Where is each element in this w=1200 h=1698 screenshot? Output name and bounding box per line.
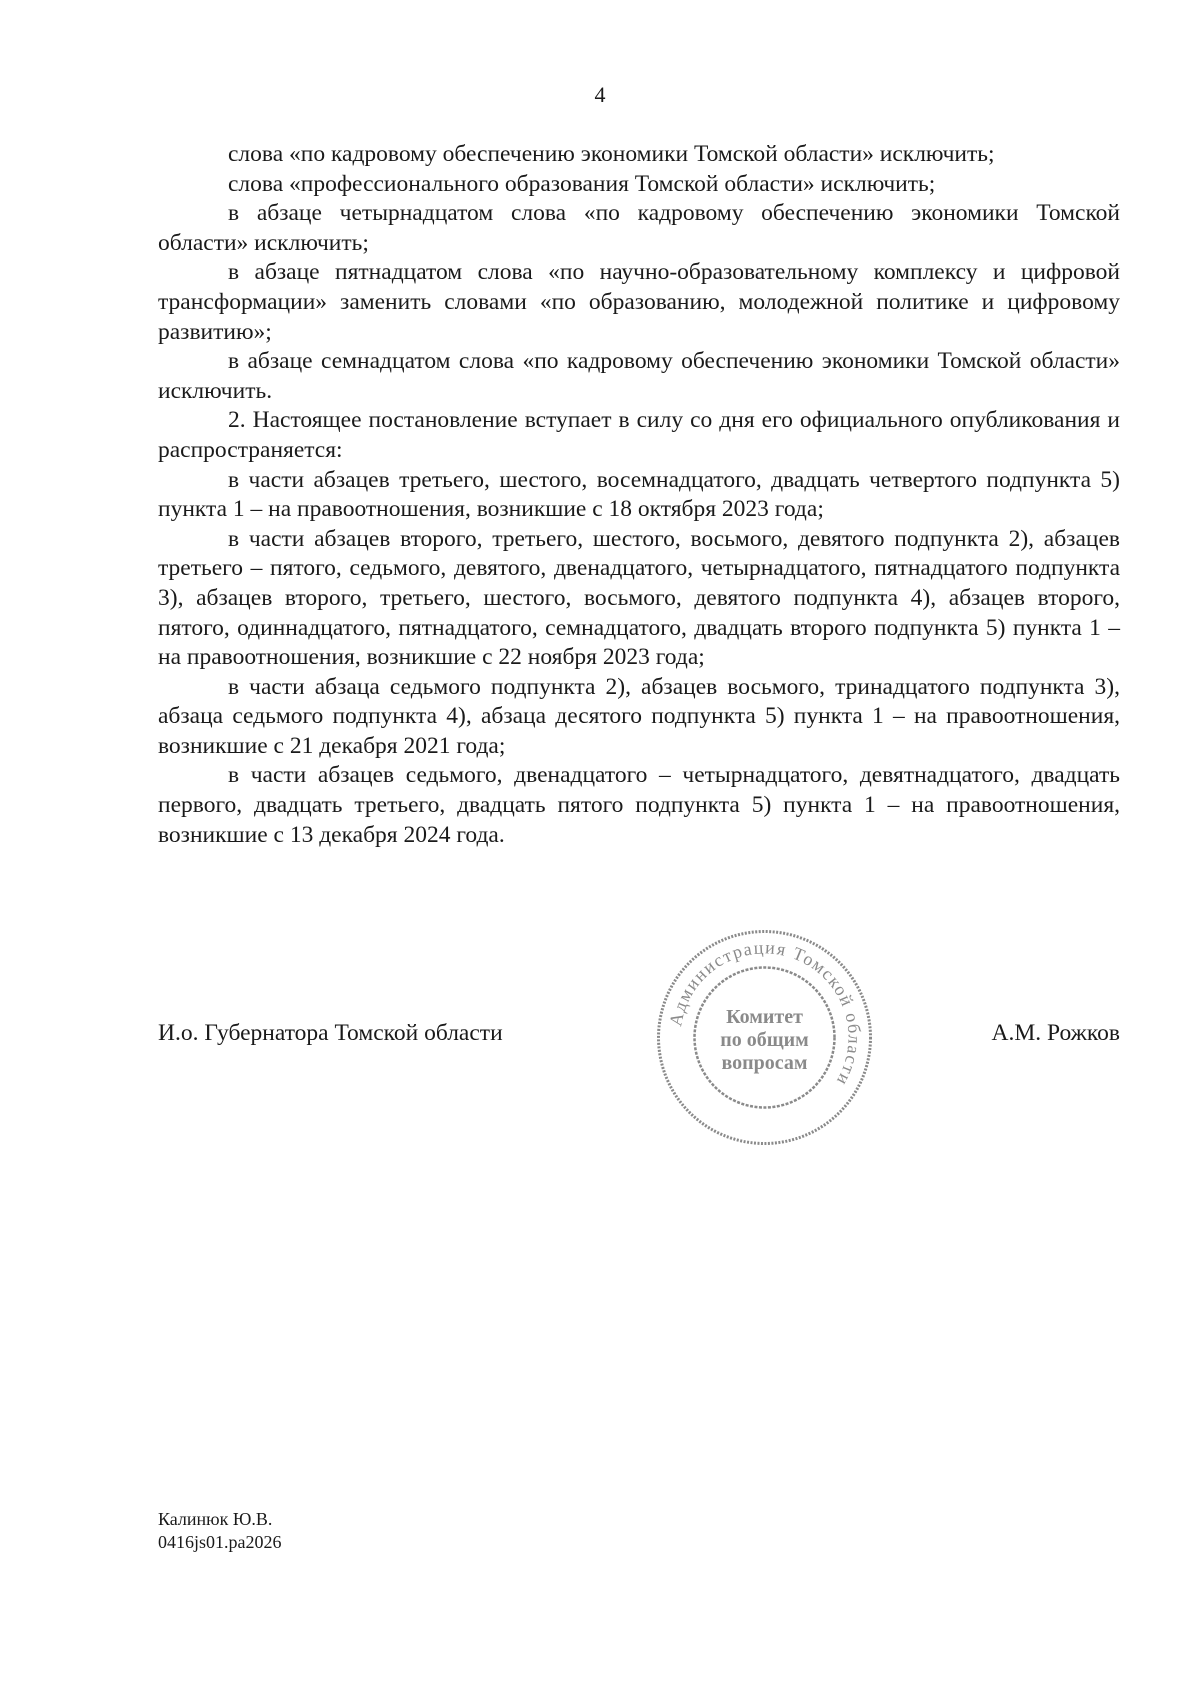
document-code: 0416js01.ра2026 [158,1532,282,1552]
paragraph: 2. Настоящее постановление вступает в силу со дня его официального опубликования и распространяется: [158,407,1120,463]
signatory-position: И.о. Губернатора Томской области [158,1020,503,1046]
stamp-line-1: Комитет [726,1006,803,1028]
footer [158,1508,282,1554]
signatory-name: А.М. Рожков [991,1020,1120,1046]
paragraph: в абзаце семнадцатом слова «по кадровому обеспечению экономики Томской области» исключить. [158,348,1120,404]
page-number: 4 [594,82,606,107]
document-body [158,140,1120,850]
official-stamp [652,925,877,1150]
paragraph: слова «по кадровому обеспечению экономики Томской области» исключить; [228,141,995,167]
paragraph: в абзаце четырнадцатом слова «по кадровому обеспечению экономики Томской области» исключить; [158,200,1120,256]
paragraph: в части абзацев второго, третьего, шестого, восьмого, девятого подпункта 2), абзацев третьего – пятого, седьмого, девятого, двенадцатого, четырнадцатого, пятнадцатого подпункта 3), абзацев второго, третьего, шестого, восьмого, девятого подпункта 4), абзацев второго, пятого, одиннадцатого, пятнадцатого, семнадцатого, двадцать второго подпункта 5) пункта 1 – на правоотношения, возникшие с 22 ноября 2023 года; [158,525,1120,671]
stamp-outer-text: Администрация Томской области [665,937,865,1090]
paragraph: в части абзаца седьмого подпункта 2), абзацев восьмого, тринадцатого подпункта 3), абзаца седьмого подпункта 4), абзаца десятого подпункта 5) пункта 1 – на правоотношения, возникшие с 21 декабря 2021 года; [158,673,1120,759]
paragraph: в части абзацев седьмого, двенадцатого – четырнадцатого, девятнадцатого, двадцать первого, двадцать третьего, двадцать пятого подпункта 5) пункта 1 – на правоотношения, возникшие с 13 декабря 2024 года. [158,762,1120,848]
paragraph: в части абзацев третьего, шестого, восемнадцатого, двадцать четвертого подпункта 5) пункта 1 – на правоотношения, возникшие с 18 октября 2023 года; [158,466,1120,523]
paragraph: слова «профессионального образования Томской области» исключить; [228,170,936,197]
stamp-line-2: по общим [720,1029,809,1051]
stamp-line-3: вопросам [721,1052,808,1074]
executor-name: Калинюк Ю.В. [158,1509,273,1529]
paragraph: в абзаце пятнадцатом слова «по научно-образовательному комплексу и цифровой трансформации» заменить словами «по образованию, молодежной политике и цифровому развитию»; [158,259,1120,345]
